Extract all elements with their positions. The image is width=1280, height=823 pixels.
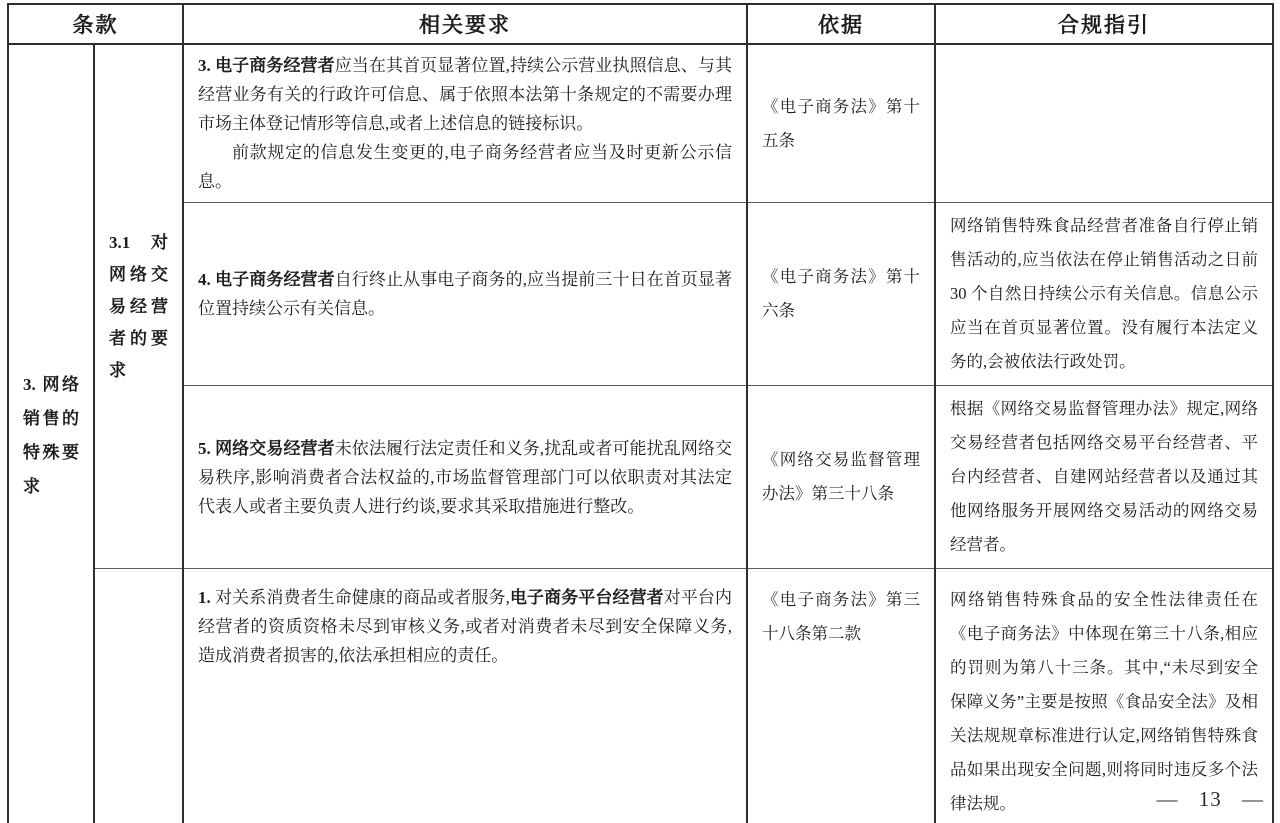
requirement-inline-bold: 电子商务平台经营者 [509, 588, 664, 607]
requirement-cell-1 [183, 44, 747, 203]
guidance-cell-3: 根据《网络交易监督管理办法》规定,网络交易经营者包括网络交易平台经营者、平台内经营者、自建网站经营者以及通过其他网络服务开展网络交易活动的网络交易经营者。 [935, 386, 1273, 569]
basis-cell-1: 《电子商务法》第十五条 [747, 44, 935, 203]
requirement-text: 应当在其首页显著位置,持续公示营业执照信息、与其经营业务有关的行政许可信息、属于依照本法第十条规定的不需要办理市场主体登记情形等信息,或者上述信息的链接标识。 [198, 56, 733, 133]
basis-cell-2: 《电子商务法》第十六条 [747, 203, 935, 386]
basis-cell-3: 《网络交易监督管理办法》第三十八条 [747, 386, 935, 569]
requirement-paragraph [198, 51, 732, 138]
requirement-lead-bold: 1. [198, 588, 216, 607]
requirement-text: 前款规定的信息发生变更的,电子商务经营者应当及时更新公示信息。 [198, 143, 732, 191]
requirement-paragraph [198, 434, 732, 521]
requirement-lead-bold: 4. 电子商务经营者 [198, 270, 335, 289]
requirement-paragraph [198, 583, 732, 670]
col-header-requirement: 相关要求 [183, 4, 747, 44]
requirement-cell-4 [183, 569, 747, 823]
compliance-table [7, 3, 1274, 823]
clause-subsection-cell-empty [94, 569, 183, 823]
requirement-cell-2 [183, 203, 747, 386]
requirement-lead-bold: 3. 电子商务经营者 [198, 56, 335, 75]
requirement-lead-bold: 5. 网络交易经营者 [198, 438, 335, 458]
table-row [8, 569, 1273, 823]
col-header-clause: 条款 [8, 4, 183, 44]
requirement-text: 自行终止从事电子商务的,应当提前三十日在首页显著位置持续公示有关信息。 [198, 270, 733, 318]
clause-section-cell: 3. 网络销售的特殊要求 [8, 44, 94, 823]
clause-subsection-cell: 3.1 对网络交易经营者的要求 [94, 44, 183, 569]
table-row [8, 386, 1273, 569]
col-header-basis: 依据 [747, 4, 935, 44]
table-row [8, 44, 1273, 203]
table-header-row [8, 4, 1273, 44]
table-row [8, 203, 1273, 386]
guidance-cell-4: 网络销售特殊食品的安全性法律责任在《电子商务法》中体现在第三十八条,相应的罚则为第八十三条。其中,“未尽到安全保障义务”主要是按照《食品安全法》及相关法规规章标准进行认定,网络销售特殊食品如果出现安全问题,则将同时违反多个法律法规。 [935, 569, 1273, 823]
requirement-text: 对关系消费者生命健康的商品或者服务, [215, 588, 510, 607]
requirement-text: 对平台内经营者的资质资格未尽到审核义务,或者对消费者未尽到安全保障义务,造成消费者损害的,依法承担相应的责任。 [198, 588, 733, 665]
requirement-text: 未依法履行法定责任和义务,扰乱或者可能扰乱网络交易秩序,影响消费者合法权益的,市场监督管理部门可以依职责对其法定代表人或者主要负责人进行约谈,要求其采取措施进行整改。 [198, 438, 733, 516]
requirement-cell-3 [183, 386, 747, 569]
basis-cell-4: 《电子商务法》第三十八条第二款 [747, 569, 935, 823]
requirement-paragraph [198, 138, 732, 196]
requirement-paragraph [198, 265, 732, 323]
page-number: — 13 — [1156, 787, 1264, 811]
col-header-guidance: 合规指引 [935, 4, 1273, 44]
guidance-cell-1 [935, 44, 1273, 203]
guidance-cell-2: 网络销售特殊食品经营者准备自行停止销售活动的,应当依法在停止销售活动之日前 30 个自然日持续公示有关信息。信息公示应当在首页显著位置。没有履行本法定义务的,会被依法行政处罚。 [935, 203, 1273, 386]
